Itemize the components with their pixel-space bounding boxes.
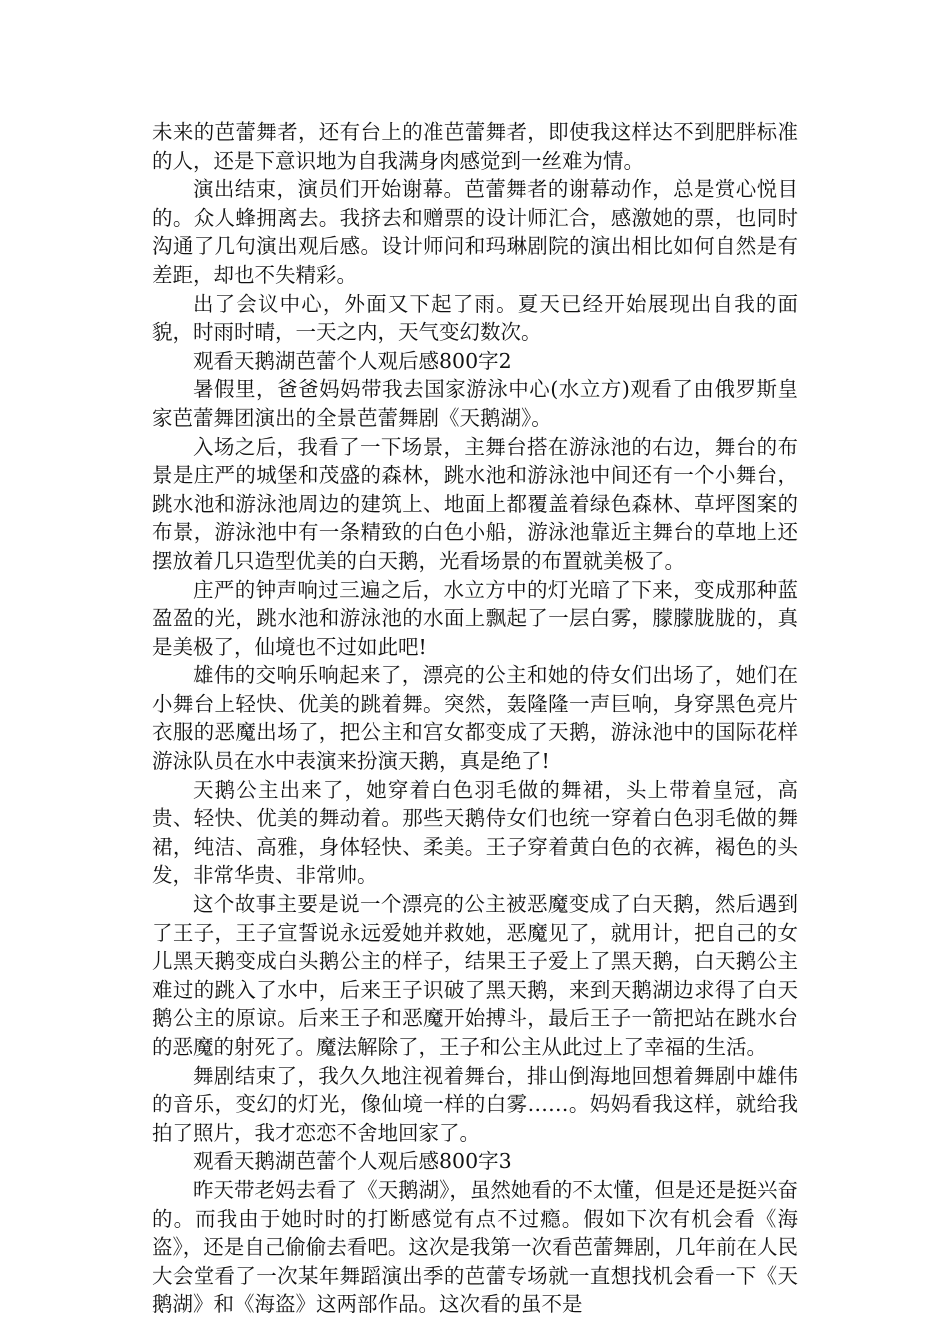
- paragraph: 昨天带老妈去看了《天鹅湖》，虽然她看的不太懂，但是还是挺兴奋的。而我由于她时时的打断感觉有点不过瘾。假如下次有机会看《海盗》，还是自己偷偷去看吧。这次是我第一次看芭蕾舞剧，几年前在人民大会堂看了一次某年舞蹈演出季的芭蕾专场就一直想找机会看一下《天鹅湖》和《海盗》这两部作品。这次看的虽不是: [152, 1177, 798, 1317]
- paragraph: 出了会议中心，外面又下起了雨。夏天已经开始展现出自我的面貌，时雨时晴，一天之内，天气变幻数次。: [152, 291, 798, 345]
- paragraph: 暑假里，爸爸妈妈带我去国家游泳中心(水立方)观看了由俄罗斯皇家芭蕾舞团演出的全景芭蕾舞剧《天鹅湖》。: [152, 377, 798, 430]
- paragraph: 舞剧结束了，我久久地注视着舞台，排山倒海地回想着舞剧中雄伟的音乐，变幻的灯光，像仙境一样的白雾……。妈妈看我这样，就给我拍了照片，我才恋恋不舍地回家了。: [152, 1063, 798, 1145]
- paragraph: 雄伟的交响乐响起来了，漂亮的公主和她的侍女们出场了，她们在小舞台上轻快、优美的跳着舞。突然，轰隆隆一声巨响，身穿黑色亮片衣服的恶魔出场了，把公主和宫女都变成了天鹅，游泳池中的国际花样游泳队员在水中表演来扮演天鹅，真是绝了!: [152, 663, 798, 774]
- section-heading: 观看天鹅湖芭蕾个人观后感800字2: [193, 348, 512, 373]
- paragraph: 入场之后，我看了一下场景，主舞台搭在游泳池的右边，舞台的布景是庄严的城堡和茂盛的森林，跳水池和游泳池中间还有一个小舞台，跳水池和游泳池周边的建筑上、地面上都覆盖着绿色森林、草坪图案的布景，游泳池中有一条精致的白色小船，游泳池靠近主舞台的草地上还摆放着几只造型优美的白天鹅，光看场景的布置就美极了。: [152, 434, 798, 573]
- paragraph-continuation: 未来的芭蕾舞者，还有台上的准芭蕾舞者，即使我这样达不到肥胖标准的人，还是下意识地为自我满身肉感觉到一丝难为情。: [152, 120, 798, 173]
- paragraph: 庄严的钟声响过三遍之后，水立方中的灯光暗了下来，变成那种蓝盈盈的光，跳水池和游泳池的水面上飘起了一层白雾，朦朦胧胧的，真是美极了，仙境也不过如此吧!: [152, 577, 798, 659]
- paragraph: 天鹅公主出来了，她穿着白色羽毛做的舞裙，头上带着皇冠，高贵、轻快、优美的舞动着。那些天鹅侍女们也统一穿着白色羽毛做的舞裙，纯洁、高雅，身体轻快、柔美。王子穿着黄白色的衣裤，褐色的头发，非常华贵、非常帅。: [152, 777, 798, 888]
- paragraph: 演出结束，演员们开始谢幕。芭蕾舞者的谢幕动作，总是赏心悦目的。众人蜂拥离去。我挤去和赠票的设计师汇合，感激她的票，也同时沟通了几句演出观后感。设计师问和玛琳剧院的演出相比如何自然是有差距，却也不失精彩。: [152, 177, 798, 287]
- section-heading: 观看天鹅湖芭蕾个人观后感800字3: [193, 1149, 512, 1174]
- document-body: [152, 118, 798, 1319]
- paragraph: 这个故事主要是说一个漂亮的公主被恶魔变成了白天鹅，然后遇到了王子，王子宣誓说永远爱她并救她，恶魔见了，就用计，把自己的女儿黑天鹅变成白头鹅公主的样子，结果王子爱上了黑天鹅，白天鹅公主难过的跳入了水中，后来王子识破了黑天鹅，来到天鹅湖边求得了白天鹅公主的原谅。后来王子和恶魔开始搏斗，最后王子一箭把站在跳水台的恶魔的射死了。魔法解除了，王子和公主从此过上了幸福的生活。: [152, 892, 798, 1059]
